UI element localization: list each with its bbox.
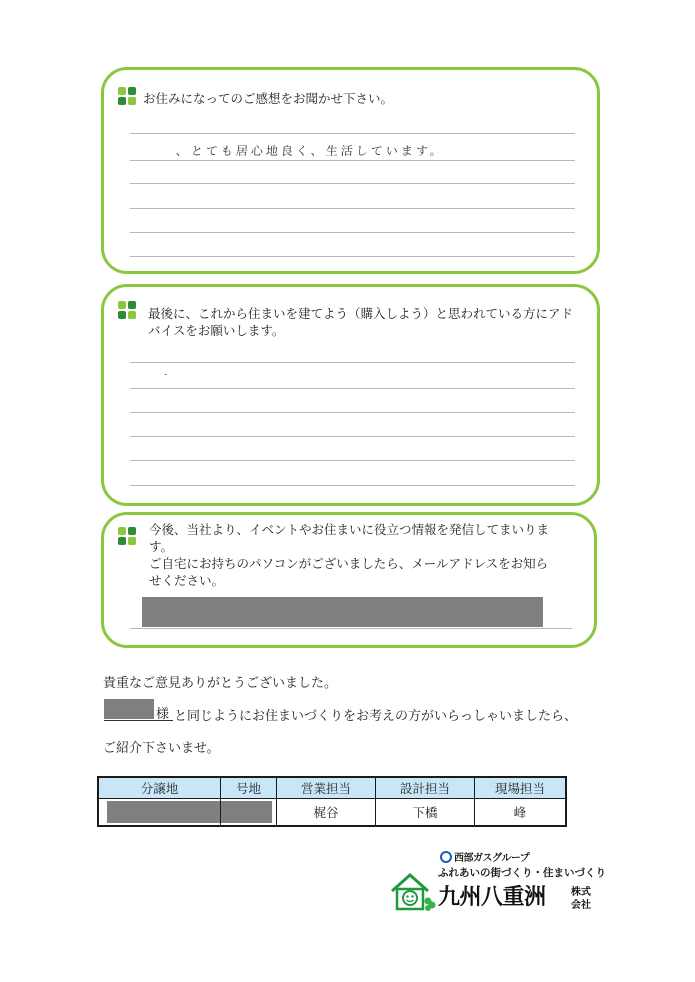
lot-redacted: [107, 801, 220, 823]
answer-line: [130, 133, 575, 134]
staff-info-table: [97, 776, 567, 827]
customer-name-redacted: [104, 699, 154, 719]
answer-line: [130, 183, 575, 184]
group-name: 西部ガスグループ: [454, 853, 530, 864]
advice-question-line1: 最後に、これから住まいを建てよう（購入しよう）と思われている方にアド: [148, 306, 574, 321]
answer-line: [130, 485, 575, 486]
tagline: ふれあいの街づくり・住まいづくり: [438, 867, 606, 879]
answer-line: [130, 208, 575, 209]
newsletter-text-line2: す。: [149, 539, 174, 554]
lot-number-redacted: [221, 801, 272, 823]
answer-line: [130, 412, 575, 413]
clover-bullet-icon: [118, 301, 138, 321]
impression-answer: 、とても居心地良く、生活しています。: [175, 144, 446, 158]
answer-line: [130, 256, 575, 257]
referral-text: と同じようにお住まいづくりをお考えの方がいらっしゃいましたら、: [174, 709, 578, 724]
company-name: 九州八重洲: [438, 885, 546, 910]
cell-design: 下橋: [376, 799, 475, 827]
table-row: [98, 799, 566, 827]
impression-question: お住みになってのご感想をお聞かせ下さい。: [143, 91, 394, 106]
clover-bullet-icon: [118, 87, 138, 107]
cell-lot-number: [221, 799, 277, 827]
name-underline: [104, 720, 173, 721]
introduce-text: ご紹介下さいませ。: [103, 741, 220, 756]
company-suffix-top: 株式: [571, 887, 591, 898]
clover-bullet-icon: [118, 527, 138, 547]
sama-honorific: 様: [156, 707, 170, 722]
cell-sales: 梶谷: [277, 799, 376, 827]
thanks-text: 貴重なご意見ありがとうございました。: [103, 676, 338, 691]
advice-answer: -: [163, 370, 171, 380]
header-design: 設計担当: [376, 777, 475, 799]
answer-line: [130, 460, 575, 461]
table-header-row: [98, 777, 566, 799]
cell-lot: [98, 799, 221, 827]
advice-box: [101, 284, 600, 506]
house-smile-icon: [388, 871, 436, 911]
answer-line: [130, 232, 575, 233]
advice-question-line2: バイスをお願いします。: [148, 323, 285, 338]
answer-line: [130, 362, 575, 363]
company-logo: [388, 845, 608, 915]
header-lot-number: 号地: [221, 777, 277, 799]
newsletter-text-line4: せください。: [149, 573, 225, 588]
header-lot: 分譲地: [98, 777, 221, 799]
cell-site: 峰: [475, 799, 567, 827]
company-suffix-bottom: 会社: [571, 900, 591, 911]
header-site: 現場担当: [475, 777, 567, 799]
header-sales: 営業担当: [277, 777, 376, 799]
answer-line: [130, 160, 575, 161]
answer-line: [130, 436, 575, 437]
newsletter-box: [101, 512, 597, 648]
newsletter-text-line1: 今後、当社より、イベントやお住まいに役立つ情報を発信してまいりま: [149, 522, 550, 537]
email-line: [130, 628, 572, 629]
impression-box: [101, 67, 600, 274]
group-badge: [440, 849, 529, 864]
answer-line: [130, 388, 575, 389]
saibu-gas-mark-icon: [440, 851, 452, 863]
email-redacted-field: [142, 597, 543, 627]
newsletter-text-line3: ご自宅にお持ちのパソコンがございましたら、メールアドレスをお知ら: [149, 556, 549, 571]
